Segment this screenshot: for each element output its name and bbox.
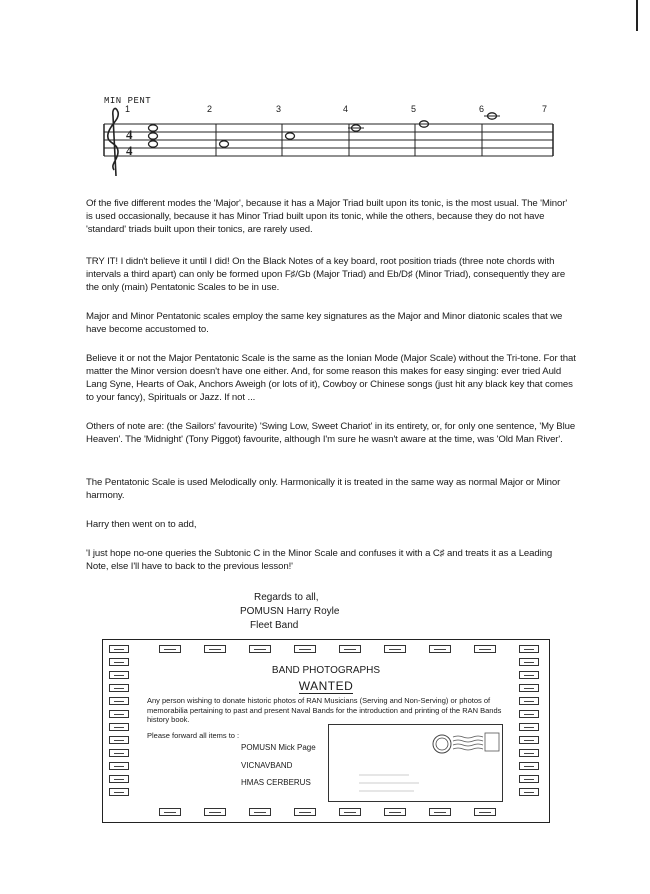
notice-heading: WANTED <box>298 679 354 693</box>
notice-title: BAND PHOTOGRAPHS <box>271 665 381 676</box>
staff-position-3: 3 <box>276 104 282 114</box>
paragraph-others: Others of note are: (the Sailors' favourite) 'Swing Low, Sweet Chariot' in its entirety, or, for only one sentence, 'My Blue Heaven'. The 'Midnight' (Tony Piggot) favourite, although I'm sure he wasn't aware at the time, was 'Old Man River'. <box>86 421 576 445</box>
paragraph-harry-add: Harry then went on to add, <box>86 519 197 530</box>
music-staff <box>98 94 558 186</box>
signature-block <box>240 591 339 633</box>
address-line-3: HMAS CERBERUS <box>241 778 311 787</box>
paragraph-modes: Of the five different modes the 'Major', because it has a Major Triad built upon its tonic, is the most usual. The 'Minor' is used occasionally, because it has Minor Triad built upon its tonic, while the others, because they do not have 'standard' triads built upon their tonics, are rarely used. <box>86 198 568 235</box>
photographs-notice <box>102 639 550 823</box>
author-name: POMUSN Harry Royle <box>240 606 340 617</box>
paragraph-quote: 'I just hope no-one queries the Subtonic C in the Minor Scale and confuses it with a C♯ and treats it as a Leading Note, else I'll have to back to the previous lesson!' <box>86 548 553 572</box>
notice-description: Any person wishing to donate historic photos of RAN Musicians (Serving and Non-Serving) or photos of memorabilia pertaining to past and present Naval Bands for the introduction and printing of the RAN Bands history book. <box>147 696 502 724</box>
staff-position-6: 6 <box>479 104 485 114</box>
page-edge-mark <box>636 0 638 31</box>
notice-forward: Please forward all items to : <box>147 731 240 740</box>
staff-position-4: 4 <box>343 104 349 114</box>
staff-position-5: 5 <box>411 104 417 114</box>
author-unit: Fleet Band <box>250 620 299 631</box>
staff-label: MIN PENT <box>104 96 152 106</box>
staff-notation <box>98 94 558 186</box>
envelope-illustration <box>328 724 503 802</box>
paragraph-melodic: The Pentatonic Scale is used Melodically only. Harmonically it is treated in the same way as normal Major or Minor harmony. <box>86 477 561 501</box>
regards-line: Regards to all, <box>254 592 319 603</box>
border-stamps-top <box>159 645 519 653</box>
postmark-icon <box>329 725 504 803</box>
paragraph-key-signatures: Major and Minor Pentatonic scales employ the same key signatures as the Major and Minor diatonic scales that we have become accustomed to. <box>86 311 563 335</box>
svg-text:4: 4 <box>126 143 133 158</box>
staff-position-7: 7 <box>542 104 548 114</box>
staff-position-2: 2 <box>207 104 213 114</box>
paragraph-ionian: Believe it or not the Major Pentatonic Scale is the same as the Ionian Mode (Major Scale) without the Tri-tone. For that matter the Minor version doesn't have one either. And, for some reason this makes for easy singing: ever tried Auld Lang Syne, Hearts of Oak, Anchors Aweigh (or lots of it), Cowboy or Chinese songs (just hit any black key that comes to your fancy), Spirituals or Jazz. If not ... <box>86 353 576 403</box>
address-line-1: POMUSN Mick Page <box>241 743 316 752</box>
treble-clef-icon <box>108 109 118 176</box>
address-line-2: VICNAVBAND <box>241 761 293 770</box>
staff-position-1: 1 <box>125 104 131 114</box>
border-stamps-bottom <box>159 808 519 816</box>
svg-text:4: 4 <box>126 127 133 142</box>
paragraph-try-it: TRY IT! I didn't believe it until I did! On the Black Notes of a key board, root position triads (three note chords with intervals a third apart) can only be formed upon F♯/Gb (Major Triad) and Eb/D♯ (Minor Triad), consequently they are the only (main) Pentatonic Scales to be in use. <box>86 256 566 293</box>
